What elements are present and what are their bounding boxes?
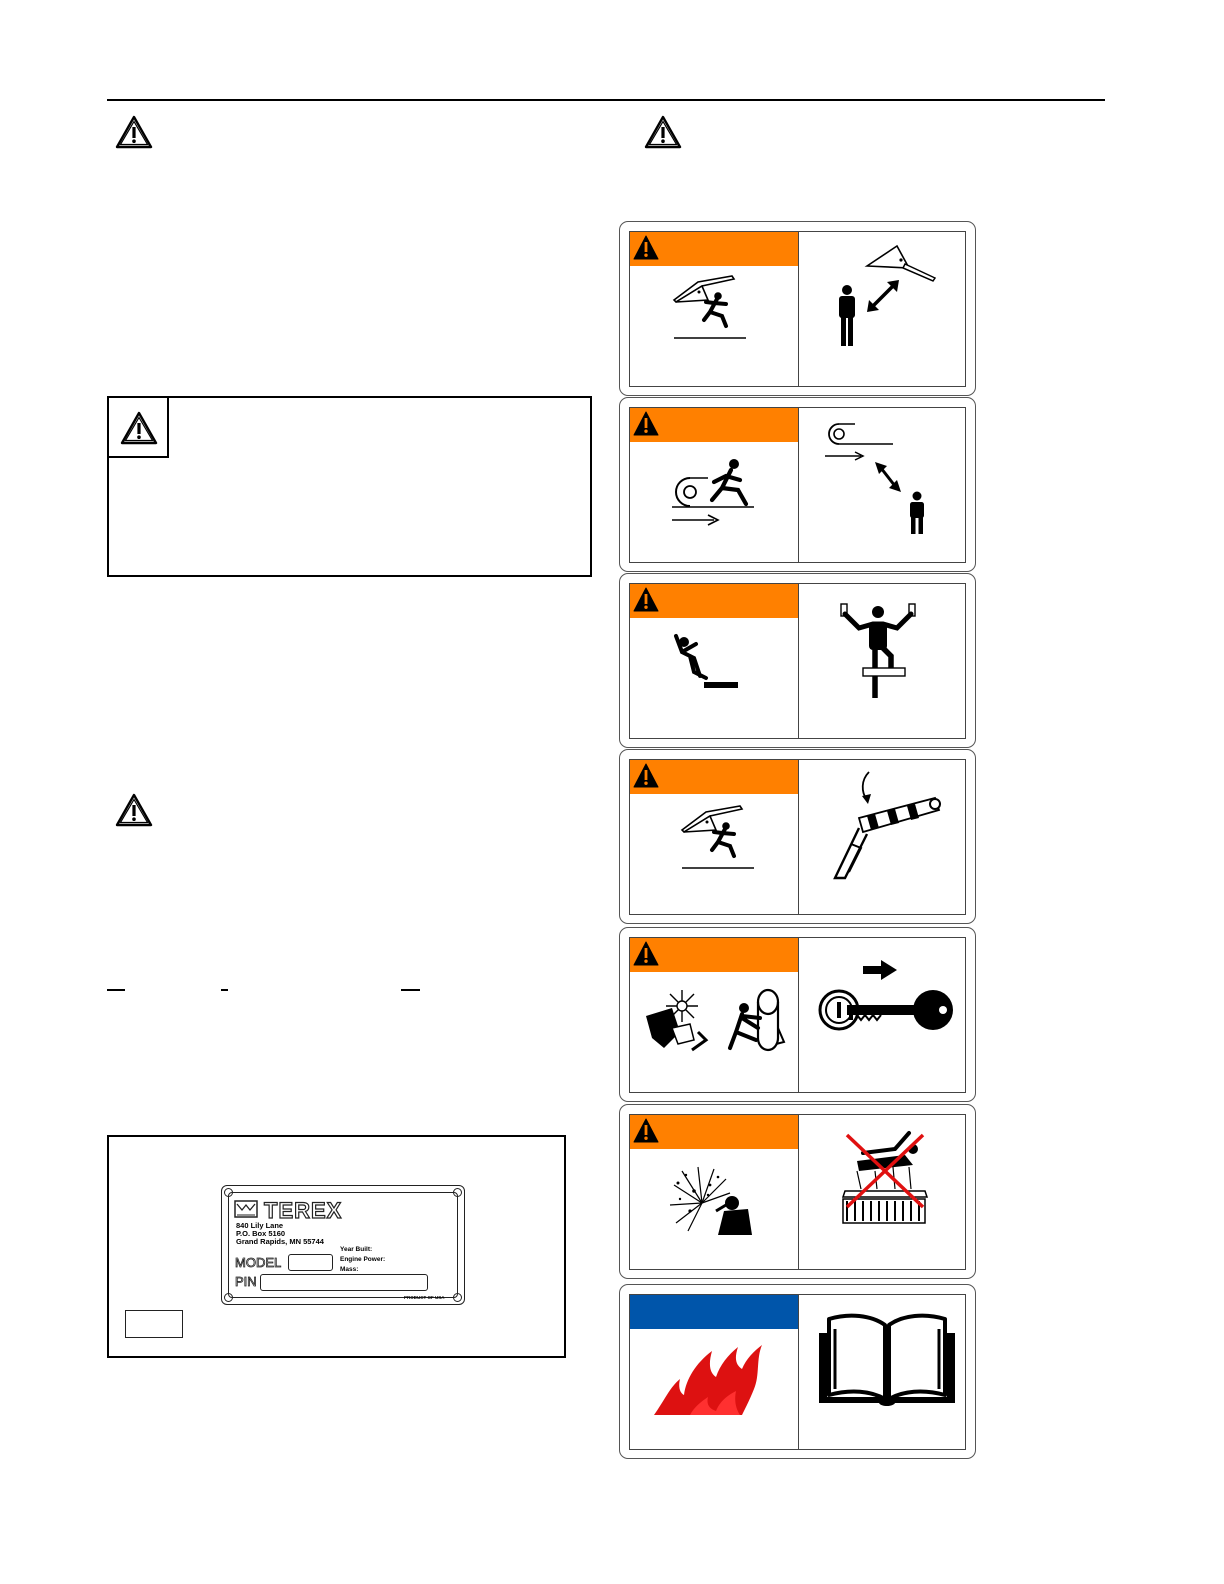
plate-address-2: P.O. Box 5160 [236,1229,286,1238]
decal-header-bar [630,232,798,266]
plate-brand: TEREX [264,1198,343,1223]
decal-header-bar-blue [630,1295,798,1329]
screw-icon [224,1293,233,1302]
warning-triangle-icon [114,114,154,150]
plate-model-label: MODEL [235,1255,282,1270]
rotating-parts-entanglement-icon [642,988,790,1056]
plate-year-label: Year Built: [340,1246,373,1253]
safety-decal [619,1284,976,1459]
header-rule [107,99,1105,101]
warning-triangle-icon [114,792,154,828]
read-manual-icon [815,1305,959,1409]
no-jumping-on-grate-icon [835,1127,935,1231]
safety-decal [619,397,976,572]
decal-header-bar [630,938,798,972]
warning-triangle-icon [119,410,159,446]
terex-logo-icon [234,1200,258,1218]
falling-boom-crush-icon [678,804,758,869]
callout-icon-frame [107,396,169,458]
underline-mark [107,989,125,991]
safety-decal [619,221,976,396]
underline-mark [401,989,420,991]
decal-header-bar [630,584,798,618]
screw-icon [453,1188,462,1197]
fire-hazard-icon [650,1335,770,1417]
keep-clear-of-conveyor-icon [821,416,941,534]
install-support-stand-icon [831,768,947,888]
plate-origin: PRODUCT OF USA [404,1295,445,1300]
safety-decal [619,573,976,748]
serial-plate-figure [107,1135,566,1358]
decal-header-bar [630,760,798,794]
figure-tag-box [125,1310,183,1338]
explosion-hazard-icon [668,1165,758,1237]
screw-icon [453,1293,462,1302]
underline-mark [221,989,228,991]
serial-number-plate [221,1185,465,1305]
conveyor-entanglement-icon [668,456,760,528]
plate-mass-label: Mass: [340,1266,359,1273]
falling-boom-crush-icon [670,274,750,339]
plate-pin-label: PIN [235,1274,257,1289]
safety-decal [619,1104,976,1279]
plate-address-1: 840 Lily Lane [236,1221,284,1230]
fall-hazard-icon [672,630,742,692]
safety-decal [619,927,976,1102]
safety-decal [619,749,976,924]
remove-key-icon [817,958,957,1038]
decal-header-bar [630,1115,798,1149]
warning-triangle-icon [643,114,683,150]
use-handholds-icon [833,598,923,698]
decal-header-bar [630,408,798,442]
keep-clear-of-boom-icon [833,238,943,348]
plate-pin-field [260,1274,428,1291]
warning-callout-box [107,396,592,577]
plate-power-label: Engine Power: [340,1256,386,1263]
screw-icon [224,1188,233,1197]
plate-model-field [288,1254,333,1271]
plate-address-3: Grand Rapids, MN 55744 [236,1237,324,1246]
